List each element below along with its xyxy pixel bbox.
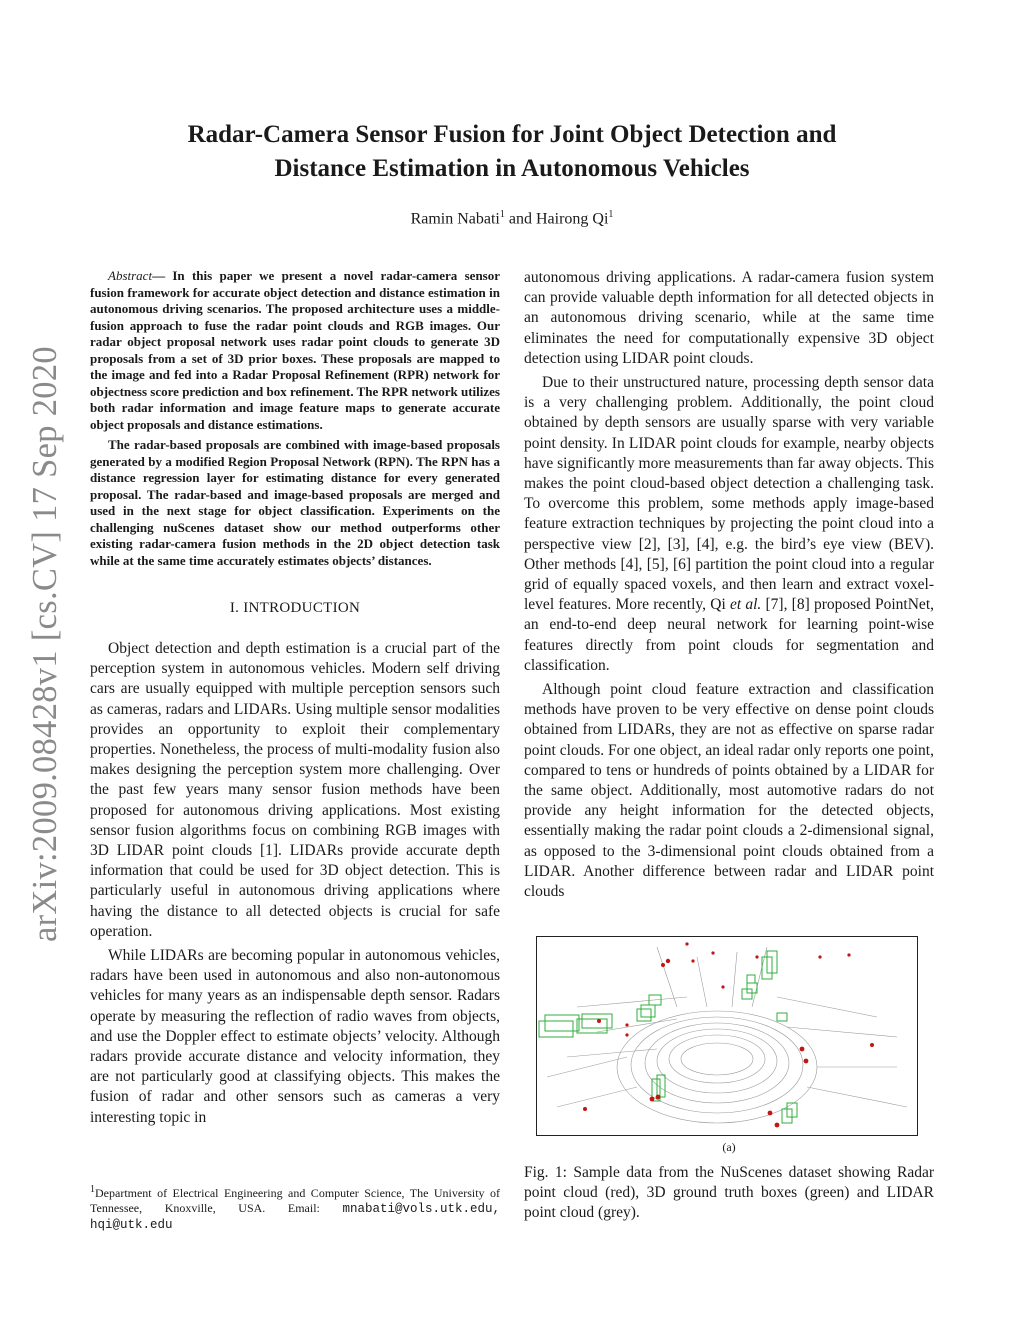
ground-truth-boxes (539, 951, 797, 1123)
abstract-paragraph (90, 268, 500, 433)
author-line (0, 209, 1024, 228)
figure-caption: Fig. 1: Sample data from the NuScenes dataset showing Radar point cloud (red), 3D ground truth boxes (green) and LIDAR point cloud (grey). (524, 1164, 934, 1222)
intro-text-right (524, 268, 934, 902)
footnote-text: Department of Electrical Engineering and Computer Science, The University of Tennessee, Knoxville, USA. Email: (90, 1186, 500, 1215)
abstract-text: In this paper we present a novel radar-camera sensor fusion framework for accurate object detection and distance estimation in autonomous driving scenarios. The proposed architecture uses a middle-fusion approach to fuse the radar point clouds and RGB images. Our radar object proposal network uses radar point clouds to generate 3D proposals from a set of 3D prior boxes. These proposals are mapped to the image and fed into a Radar Proposal Refinement (RPR) network for objectness score prediction and box refinement. The RPR network utilizes both radar information and image feature maps to generate accurate object proposals and distance estimations. (90, 268, 500, 432)
footnote-emails: mnabati@vols.utk.edu, hqi@utk.edu (90, 1202, 500, 1232)
body-text-run: Due to their unstructured nature, processing depth sensor data is a very challenging problem. Additionally, the point cloud obtained by depth sensors are usually sparse with very variable point density. In LIDAR point clouds for example, nearby objects have significantly more measurements than far away objects. This makes the point cloud-based object detection a challenging task. To overcome this problem, some methods apply image-based feature extraction techniques by projecting the point cloud into a perspective view [2], [3], [4], e.g. the bird’s eye view (BEV). Other methods [4], [5], [6] partition the point cloud into a regular grid of equally spaced voxels, and then learn and extract voxel-level features. More recently, Qi (524, 374, 934, 614)
lidar-point-cloud (547, 947, 907, 1123)
figure-sublabel: (a) (722, 1140, 736, 1154)
body-paragraph: While LIDARs are becoming popular in autonomous vehicles, radars have been used in autonomous and also non-autonomous vehicles for many years as an indispensable depth sensor. Radars operate by measuring the reflection of radio waves from objects, and use the Doppler effect to estimate objects’ velocity. Although radars provide accurate distance and velocity information, they are not particularly good at classifying objects. This makes the fusion of radar and other sensors such as cameras a very interesting topic in (90, 947, 500, 1126)
emphasis: et al. (729, 596, 762, 614)
abstract-dash: — (152, 268, 173, 283)
body-paragraph (524, 373, 934, 676)
left-column (90, 268, 500, 1128)
section-heading: I. INTRODUCTION (229, 600, 361, 616)
paper-title: Radar-Camera Sensor Fusion for Joint Object Detection and Distance Estimation in Autonomous Vehicles (187, 121, 837, 182)
author-name: Ramin Nabati (410, 210, 500, 228)
abstract (90, 268, 500, 569)
radar-point-cloud (583, 942, 874, 1127)
body-paragraph: Object detection and depth estimation is a crucial part of the perception system in autonomous vehicles. Modern self driving cars are usually equipped with multiple perception sensors such as cameras, radars and LIDARs. Using multiple sensor modalities provides an opportunity to exploit their complementary properties. Nonetheless, the process of multi-modality fusion also makes designing the perception system more challenging. Over the past few years many sensor fusion methods have been proposed for autonomous driving applications. Most existing sensor fusion algorithms focus on combining RGB images with 3D LIDAR point clouds [1]. LIDARs provide accurate depth information that could be used for 3D object detection. This is particularly useful in autonomous driving applications where having the distance to all detected objects is crucial for safe operation. (90, 640, 500, 940)
intro-text-left (90, 639, 500, 1128)
affiliation-footnote (90, 1182, 500, 1233)
author-conjunction: and (504, 210, 536, 228)
body-paragraph: Although point cloud feature extraction and classification methods have proven to be very effective on dense point clouds obtained from LIDARs, they are not as effective on sparse radar point clouds. For one object, an ideal radar only reports one point, compared to tens or hundreds of points obtained by a LIDAR for the same object. Additionally, most automotive radars do not provide any height information for the detected objects, essentially making the radar point clouds a 2-dimensional signal, as opposed to the 3-dimensional point clouds obtained from a LIDAR. Another difference between radar and LIDAR point clouds (524, 681, 934, 901)
author-name: Hairong Qi (535, 210, 609, 228)
footnote-mark: 1 (90, 1184, 95, 1195)
right-column (524, 268, 934, 902)
point-cloud-visualization (537, 937, 917, 1135)
body-paragraph: autonomous driving applications. A radar-camera fusion system can provide valuable depth information for all detected objects in an autonomous driving scenario, while at the same time eliminates the need for computationally expensive 3D object detection using LIDAR point clouds. (524, 269, 934, 367)
affiliation-mark: 1 (608, 209, 614, 220)
body-text-run: [7], [8] proposed PointNet, an end-to-end deep neural network for learning point-wise features directly from point clouds for segmentation and classification. (524, 596, 934, 674)
abstract-paragraph: The radar-based proposals are combined with image-based proposals generated by a modified Region Proposal Network (RPN). The RPN has a distance regression layer for estimating distance for every generated proposal. The radar-based and image-based proposals are merged and used in the next stage for object classification. Experiments on the challenging nuScenes dataset show our method outperforms other existing radar-camera fusion methods in the 2D object detection task while at the same time accurately estimates objects’ distances. (90, 437, 500, 568)
abstract-label: Abstract (108, 268, 153, 283)
figure-point-cloud (536, 936, 918, 1136)
affiliation-mark: 1 (499, 209, 505, 220)
arxiv-identifier-stamp: arXiv:2009.08428v1 [cs.CV] 17 Sep 2020 (26, 346, 64, 942)
